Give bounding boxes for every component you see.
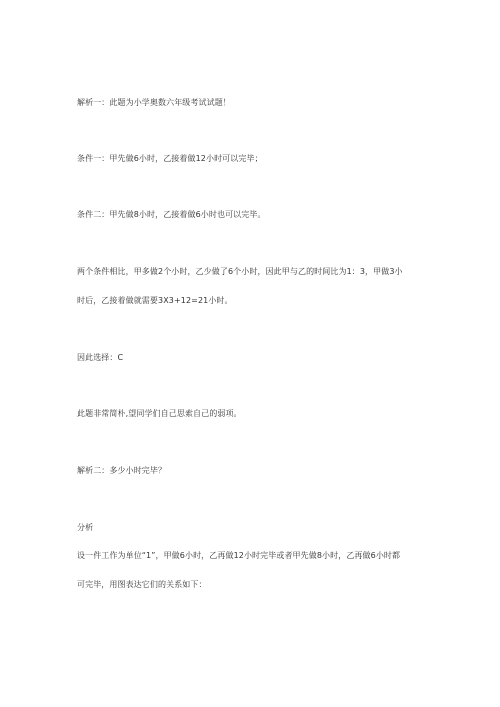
analysis-label: 分析	[77, 523, 94, 532]
setup-text-line-2: 可完毕，用图表达它们的关系如下：	[77, 580, 207, 589]
condition-two-text: 条件二：甲先做8小时，乙接着做6小时也可以完毕。	[77, 210, 266, 219]
comparison-text-line-1: 两个条件相比，甲多做2个小时，乙少做了6个小时，因此甲与乙的时间比为1：3，甲做3小	[77, 267, 403, 276]
comparison-text-line-2: 时后，乙接着做就需要3X3+12=21小时。	[77, 296, 233, 305]
analysis-two-heading: 解析二：多少小时完毕？	[77, 466, 167, 475]
condition-one-text: 条件一：甲先做6小时，乙接着做12小时可以完毕；	[77, 154, 263, 163]
setup-text-line-1: 设一件工作为单位“1”，甲做6小时，乙再做12小时完毕或者甲先做8小时，乙再做6小时都	[77, 551, 401, 560]
answer-choice-text: 因此选择：C	[77, 353, 124, 362]
comment-text: 此题非常简朴,望同学们自己思索自己的弱项。	[77, 409, 242, 418]
analysis-one-heading: 解析一：此题为小学奥数六年级考试试题！	[77, 98, 231, 107]
